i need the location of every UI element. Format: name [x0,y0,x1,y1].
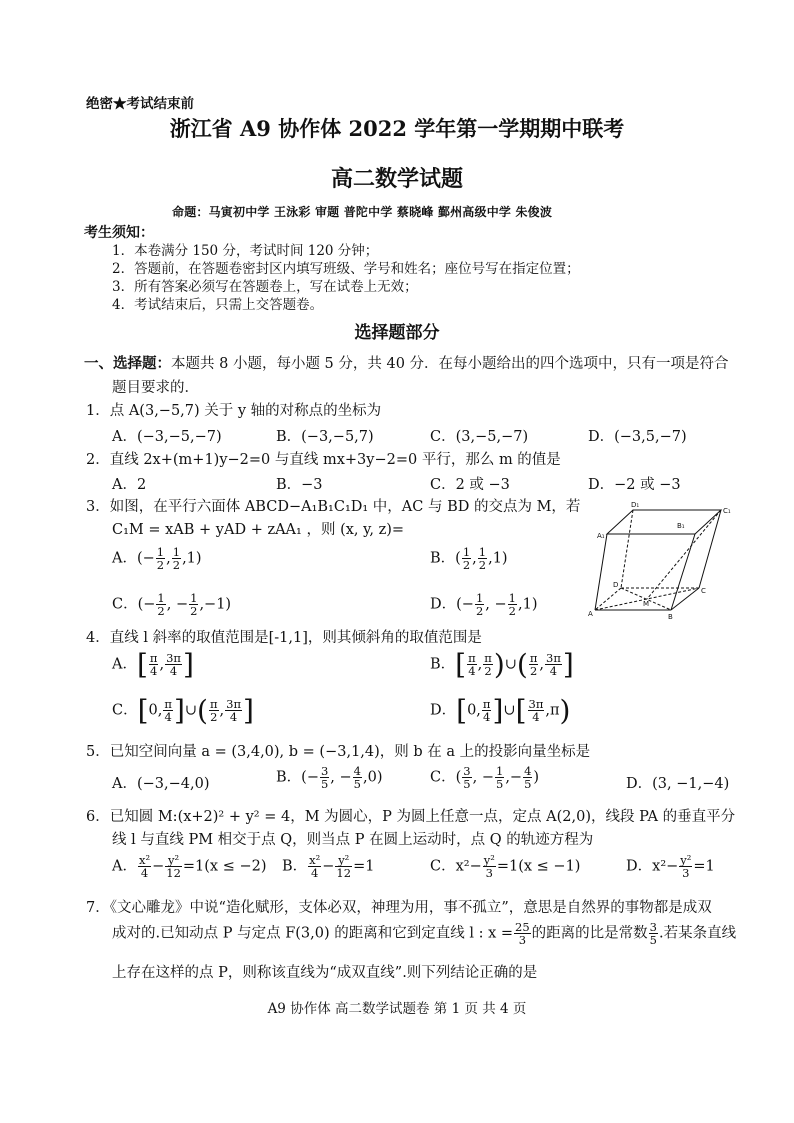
q6-option-c: C．x²− $\frac{\text{y²}}{3}$ =1(x ≤ −1) [430,853,581,880]
q4-option-c-label: C． [112,702,138,719]
note-item: 3．所有答案必须写在答题卷上，写在试卷上无效； [112,279,418,295]
q3-option-c-label: C． [112,596,138,613]
q6-option-b: B． $\frac{\text{x²}}{4}$ − $\frac{\text{y²}}{12}$ =1 [282,853,375,880]
q6-option-a-label: A． [112,858,137,875]
q5-option-d: D．(3, −1,−4) [626,776,730,792]
q7-line-2: 成对的.已知动点 P 与定点 F(3,0) 的距离和它到定直线 l : x = $\frac{25}{3}$ 的距离的比是常数 $\frac{3}{5}$ .若某条直线 [112,920,737,947]
label-a1: A₁ [597,532,605,540]
q2-option-a: A．2 [112,477,147,493]
q3-option-b-label: B． [430,550,456,567]
q4-option-a-label: A． [112,656,137,673]
q6-option-d-label: D． [626,858,653,875]
q6-option-d: D．x²− $\frac{\text{y²}}{3}$ =1 [626,853,715,880]
label-a: A [588,610,593,618]
q4-option-b-label: B． [430,656,456,673]
q2-stem: 2．直线 2x+(m+1)y−2=0 与直线 mx+3y−2=0 平行，那么 m 的值是 [86,452,561,468]
label-b1: B₁ [677,522,685,530]
q7-line-2c: .若某条直线 [659,925,737,942]
q4-option-c: C．[0, $\frac{\pi}{4}$ ]∪( $\frac{\pi}{2}$ , $\frac{3\pi}{4}$ ] [112,694,254,727]
exam-subtitle: 高二数学试题 [330,166,463,192]
authors-line: 命题：马寅初中学 王泳彩 审题 普陀中学 蔡晓峰 鄞州高级中学 朱俊波 [172,205,553,219]
q6-option-c-label: C． [430,858,456,875]
q7-line-2a: 成对的.已知动点 P 与定点 F(3,0) 的距离和它到定直线 l : x = [112,925,514,942]
part-intro [84,352,729,373]
label-m: M [643,600,650,608]
note-item: 4．考试结束后，只需上交答题卷。 [112,297,324,313]
q7-line-3: 上存在这样的点 P，则称该直线为“成双直线”.则下列结论正确的是 [112,965,538,981]
q5-option-c: C．( $\frac{3}{5}$ , − $\frac{1}{5}$ ,− $\frac{4}{5}$ ) [430,764,540,791]
q4-option-d: D．[0, $\frac{\pi}{4}$ ]∪[ $\frac{3\pi}{4}$ ,π) [430,694,571,727]
q1-option-d: D．(−3,5,−7) [588,429,687,445]
q4-option-b: B．[ $\frac{\pi}{4}$ , $\frac{\pi}{2}$ )∪( $\frac{\pi}{2}$ , $\frac{3\pi}{4}$ ] [430,648,574,681]
q5-stem: 5．已知空间向量 a = (3,4,0), b = (−3,1,4)，则 b 在 a 上的投影向量坐标是 [86,744,591,760]
q1-stem: 1．点 A(3,−5,7) 关于 y 轴的对称点的坐标为 [86,403,382,419]
q3-option-d-label: D． [430,596,457,613]
q2-option-b: B．−3 [276,477,323,493]
q3-option-a-label: A． [112,550,137,567]
part-label: 一、选择题： [84,355,171,372]
q1-option-c: C．(3,−5,−7) [430,429,529,445]
q2-option-d: D．−2 或 −3 [588,477,681,493]
q3-option-c: C．(− $\frac{1}{2}$ , − $\frac{1}{2}$ ,−1) [112,591,232,618]
q3-option-a: A．(− $\frac{1}{2}$ , $\frac{1}{2}$ ,1) [112,545,202,572]
q5-option-b-label: B． [276,769,302,786]
note-item: 2．答题前，在答题卷密封区内填写班级、学号和姓名；座位号写在指定位置； [112,261,580,277]
note-item: 1．本卷满分 150 分，考试时间 120 分钟； [112,243,379,259]
part-intro-cont: 题目要求的． [112,380,199,396]
q4-option-d-label: D． [430,702,457,719]
q3-option-b: B．( $\frac{1}{2}$ , $\frac{1}{2}$ ,1) [430,545,508,572]
q6-option-a: A． $\frac{\text{x²}}{4}$ − $\frac{\text{y²}}{12}$ =1(x ≤ −2) [112,853,267,880]
q6-stem: 6．已知圆 M:(x+2)² + y² = 4，M 为圆心，P 为圆上任意一点，定点 A(2,0)，线段 PA 的垂直平分 [86,809,736,825]
q6-option-b-label: B． [282,858,308,875]
label-c1: C₁ [723,507,731,515]
q7-line-2b: 的距离的比是常数 [531,925,648,942]
label-d1: D₁ [631,501,640,509]
parallelepiped-figure [585,498,745,620]
q5-option-a: A．(−3,−4,0) [112,776,210,792]
q4-stem: 4．直线 l 斜率的取值范围是[-1,1]，则其倾斜角的取值范围是 [86,630,482,646]
label-b: B [668,613,673,620]
q3-stem: 3．如图，在平行六面体 ABCD−A₁B₁C₁D₁ 中，AC 与 BD 的交点为 M，若 [86,499,581,515]
q3-option-d: D．(− $\frac{1}{2}$ , − $\frac{1}{2}$ ,1) [430,591,538,618]
part-text: 本题共 8 小题，每小题 5 分，共 40 分．在每小题给出的四个选项中，只有一项是符合 [171,356,729,372]
label-c: C [701,587,706,595]
q2-option-c: C．2 或 −3 [430,477,510,493]
q1-option-b: B．(−3,−5,7) [276,429,374,445]
section-title: 选择题部分 [354,323,440,343]
q5-option-b: B．(− $\frac{3}{5}$ , − $\frac{4}{5}$ ,0) [276,764,383,791]
q3-stem-vector: C₁M = xAB + yAD + zAA₁ ，则 (x, y, z)= [112,522,405,538]
label-d: D [613,581,619,589]
q5-option-c-label: C． [430,769,456,786]
exam-title: 浙江省 A9 协作体 2022 学年第一学期期中联考 [169,116,625,141]
confidential-label: 绝密★考试结束前 [86,96,194,112]
q1-option-a: A．(−3,−5,−7) [112,429,222,445]
q6-stem-cont: 线 l 与直线 PM 相交于点 Q，则当点 P 在圆上运动时，点 Q 的轨迹方程为 [112,832,594,848]
page-footer: A9 协作体 高二数学试题卷 第 1 页 共 4 页 [267,1001,527,1017]
q4-option-a: A．[ $\frac{\pi}{4}$ , $\frac{3\pi}{4}$ ] [112,648,194,681]
q7-line-1: 7．《文心雕龙》中说“造化赋形，支体必双，神理为用，事不孤立”，意思是自然界的事物都是成双 [86,900,712,916]
notes-heading: 考生须知： [84,225,154,241]
